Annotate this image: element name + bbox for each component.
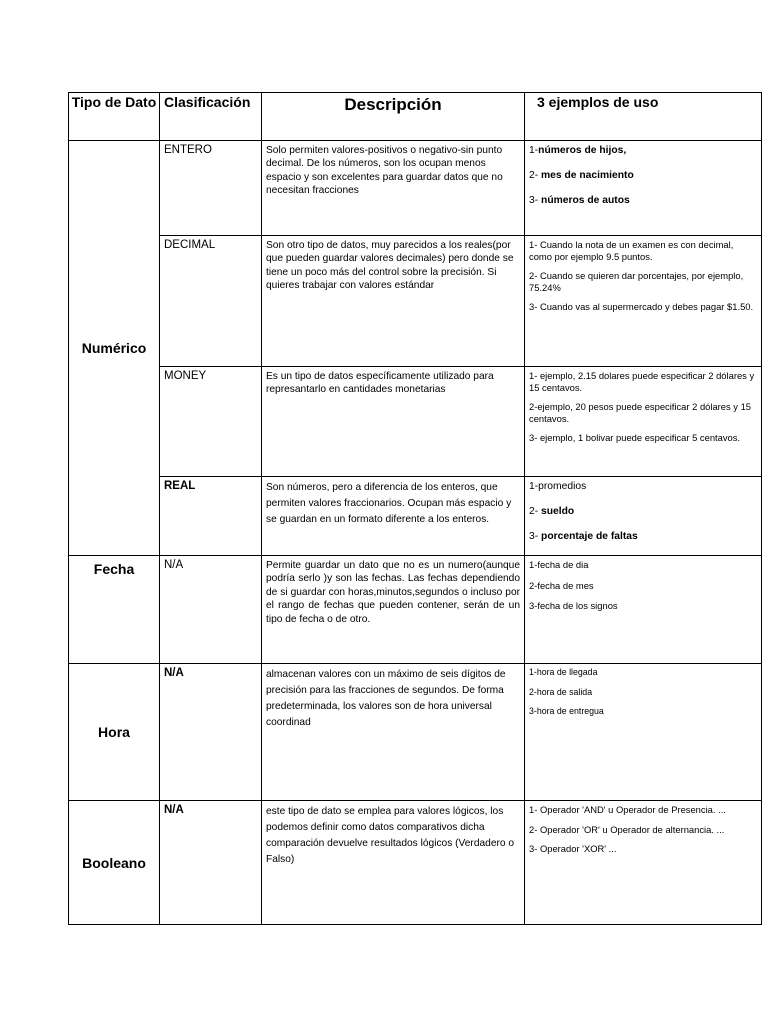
header-ejemplos: 3 ejemplos de uso: [525, 93, 762, 141]
list-item: 3- Operador 'XOR' ...: [529, 843, 617, 855]
list-item: 1-promedios: [529, 481, 587, 492]
list-item: 3- Cuando vas al supermercado y debes pagar $1.50.: [529, 301, 754, 313]
list-item: 2- mes de nacimiento: [529, 170, 634, 181]
list-item: 3- porcentaje de faltas: [529, 531, 638, 542]
ejemplos-entero: [525, 141, 762, 236]
descripcion-fecha: Permite guardar un dato que no es un numero(aunque podría serlo )y son las fechas. Las fechas dependiendo de si guardar con horas,minutos,segundos o incluso por el rango de fechas que pueden contener, serán de un tipo de fecha o de otro.: [262, 556, 525, 664]
list-item: 2-hora de salida: [529, 686, 593, 697]
list-item: 2-fecha de mes: [529, 579, 594, 591]
clasificacion-fecha: N/A: [160, 556, 262, 664]
ejemplos-money: [525, 367, 762, 477]
descripcion-hora: almacenan valores con un máximo de seis dígitos de precisión para las fracciones de segundos. De forma predeterminada, los valores son de hora universal coordinad: [262, 664, 525, 801]
list-item: 2- Cuando se quieren dar porcentajes, por ejemplo, 75.24%: [529, 270, 744, 293]
list-item: 3-hora de entregua: [529, 706, 604, 717]
clasificacion-decimal: DECIMAL: [160, 236, 262, 367]
ejemplos-real: [525, 477, 762, 556]
type-hora: Hora: [69, 664, 160, 801]
type-fecha: Fecha: [69, 556, 160, 664]
list-item: 1-hora de llegada: [529, 667, 598, 677]
list-item: 1-números de hijos,: [529, 145, 627, 156]
clasificacion-real: REAL: [160, 477, 262, 556]
list-item: 1- Operador 'AND' u Operador de Presencia. ...: [529, 804, 726, 815]
ejemplos-decimal: [525, 236, 762, 367]
clasificacion-hora: N/A: [160, 664, 262, 801]
descripcion-entero: Solo permiten valores-positivos o negativo-sin punto decimal. De los números, son los ocupan menos espacio y son excelentes para guardar datos que no necesitan fracciones: [262, 141, 525, 236]
table-row: [69, 801, 762, 925]
type-booleano: Booleano: [69, 801, 160, 925]
ejemplos-booleano: [525, 801, 762, 925]
list-item: 1- ejemplo, 2.15 dolares puede especificar 2 dólares y 15 centavos.: [529, 370, 755, 393]
clasificacion-money: MONEY: [160, 367, 262, 477]
list-item: 3-fecha de los signos: [529, 600, 618, 612]
ejemplos-fecha: [525, 556, 762, 664]
clasificacion-entero: ENTERO: [160, 141, 262, 236]
list-item: 2- sueldo: [529, 506, 575, 517]
header-tipo: Tipo de Dato: [69, 93, 160, 141]
data-types-table: [68, 92, 762, 925]
header-clasificacion: Clasificación: [160, 93, 262, 141]
ejemplos-hora: [525, 664, 762, 801]
descripcion-decimal: Son otro tipo de datos, muy parecidos a los reales(por que pueden guardar valores decimales) pero donde se tiene un poco más del control sobre la precisión. Si quieres trabajar con valores estándar: [262, 236, 525, 367]
descripcion-real: Son números, pero a diferencia de los enteros, que permiten valores fraccionarios. Ocupan más espacio y se guardan en un formato diferente a los enteros.: [262, 477, 525, 556]
list-item: 1-fecha de dia: [529, 559, 589, 570]
table-row: [69, 477, 762, 556]
list-item: 3- ejemplo, 1 bolivar puede especificar 5 centavos.: [529, 432, 741, 444]
header-descripcion: Descripción: [262, 93, 525, 141]
list-item: 2-ejemplo, 20 pesos puede especificar 2 dólares y 15 centavos.: [529, 401, 752, 424]
header-row: [69, 93, 762, 141]
table-row: [69, 664, 762, 801]
table-row: [69, 236, 762, 367]
list-item: 2- Operador 'OR' u Operador de alternancia. ...: [529, 823, 725, 835]
list-item: 1- Cuando la nota de un examen es con decimal, como por ejemplo 9.5 puntos.: [529, 239, 734, 262]
table-row: [69, 556, 762, 664]
descripcion-money: Es un tipo de datos específicamente utilizado para represantarlo en cantidades monetarias: [262, 367, 525, 477]
table-row: [69, 141, 762, 236]
clasificacion-booleano: N/A: [160, 801, 262, 925]
table-row: [69, 367, 762, 477]
list-item: 3- números de autos: [529, 195, 630, 206]
descripcion-booleano: este tipo de dato se emplea para valores lógicos, los podemos definir como datos comparativos dicha comparación devuelve resultados lógicos (Verdadero o Falso): [262, 801, 525, 925]
type-numerico: Numérico: [69, 141, 160, 556]
